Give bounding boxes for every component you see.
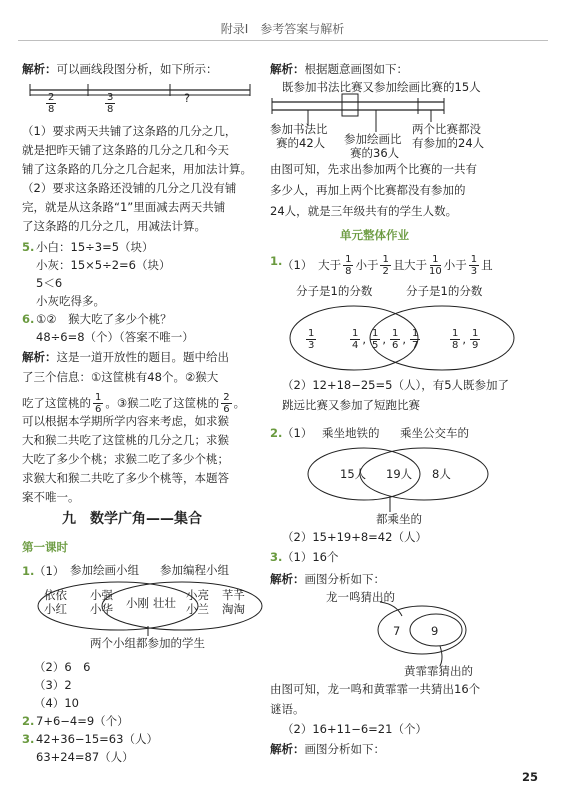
- analysis-2-line-1: [22, 350, 229, 364]
- text-line: 可以根据本学期所学内容来考虑，如求猴: [22, 414, 229, 428]
- q1-number: 1.: [22, 564, 35, 578]
- u1-part2-b: 跳远比赛又参加了短跑比赛: [282, 398, 420, 412]
- text-line: 由图可知，先求出参加两个比赛的一共有: [270, 162, 477, 176]
- analysis-label: 解析：: [270, 742, 305, 756]
- u2-caption: 都乘坐的: [376, 512, 422, 526]
- bar-label-1a: 参加书法比: [270, 122, 328, 136]
- text-line: 大吃了多少个桃；求猴二吃了多少个桃；: [22, 452, 229, 466]
- text-line: （2）6 6: [34, 660, 91, 674]
- text: 画图分析如下：: [304, 572, 385, 586]
- text: 小于: [443, 258, 467, 272]
- text-line: ①② 猴大吃了多少个桃？: [36, 312, 172, 326]
- text-line: （3）2: [34, 678, 72, 692]
- text-line: 求猴大和猴二共吃了多少个桃等，本题答: [22, 471, 229, 485]
- lesson-title: 第一课时: [22, 540, 68, 554]
- analysis-r1: [270, 62, 408, 76]
- venn-frac-4: $\frac{1}{6}$ ,: [392, 328, 407, 351]
- analysis-label: 解析：: [270, 62, 305, 76]
- text-line: 多少人，再加上两个比赛都没有参加的: [270, 183, 466, 197]
- analysis-r4: [270, 742, 385, 756]
- bar-label-2a: 参加绘画比: [344, 132, 402, 146]
- text: 吃了这筐桃的: [22, 396, 91, 410]
- u2-part: （1）: [282, 426, 313, 440]
- u1-part1-b: 大于 $\frac{1}{10}$ 小于 $\frac{1}{3}$ 且: [404, 254, 493, 277]
- text: 画图分析如下：: [304, 742, 385, 756]
- venn1-name: 小红: [44, 602, 67, 616]
- text: （1） 大于: [282, 258, 342, 272]
- venn1-name: 小华: [90, 602, 113, 616]
- venn1-name: 淘淘: [222, 602, 245, 616]
- text-line: 5＜6: [36, 276, 63, 290]
- text-line: 铺了这条路的几分之几合起来，用加法计算。: [22, 162, 252, 176]
- u2-value-2: 19人: [386, 467, 413, 481]
- text: 这是一道开放性的题目。题中给出: [56, 350, 229, 364]
- text: 。: [233, 396, 246, 410]
- q2-number: 2.: [22, 714, 35, 728]
- section-title: 单元整体作业: [340, 228, 409, 242]
- u2-left-label: 乘坐地铁的: [322, 426, 380, 440]
- text: 根据题意画图如下：: [304, 62, 408, 76]
- u2-right-label: 乘坐公交车的: [400, 426, 469, 440]
- venn1-name: 小兰: [186, 602, 209, 616]
- venn1-name: 芊芊: [222, 588, 245, 602]
- venn-frac-6: $\frac{1}{8}$ ,: [452, 328, 467, 351]
- page-number: 25: [522, 770, 539, 784]
- u3-top-label: 龙一鸣猜出的: [326, 590, 395, 604]
- seg-fraction-2: $\frac{3}{8}$: [107, 92, 114, 115]
- u2-value-3: 8人: [432, 467, 451, 481]
- analysis-r3: [270, 572, 385, 586]
- u1-part2-a: （2）12+18−25=5（人），有5人既参加了: [282, 378, 510, 392]
- u3-value-1: 7: [393, 624, 401, 638]
- text: 。③猴二吃了这筐桃的: [105, 396, 220, 410]
- venn1-name: 小强: [90, 588, 113, 602]
- venn-frac-2: $\frac{1}{4}$ ,: [352, 328, 367, 351]
- text-line: 大和猴二共吃了这筐桃的几分之几；求猴: [22, 433, 229, 447]
- bar-label-3a: 两个比赛都没: [412, 122, 481, 136]
- u2-number: 2.: [270, 426, 283, 440]
- u3-explain-2: 谜语。: [270, 702, 305, 716]
- u3-part2: （2）16+11−6=21（个）: [282, 722, 427, 736]
- q2-answer: 7+6−4=9（个）: [36, 714, 129, 728]
- venn1-name: 小刚: [126, 596, 149, 610]
- u1-number: 1.: [270, 254, 283, 268]
- text-line: 小灰：15×5÷2=6（块）: [36, 258, 171, 272]
- chapter-title: 九 数学广角——集合: [62, 511, 202, 527]
- analysis-2-line-2: 了三个信息：①这筐桃有48个。②猴大: [22, 370, 219, 384]
- text-line: 小灰吃得多。: [36, 294, 105, 308]
- venn1-name: 小亮: [186, 588, 209, 602]
- analysis-label: 解析：: [270, 572, 305, 586]
- bar-label-3b: 有参加的24人: [412, 136, 485, 150]
- header-rule: [18, 40, 548, 41]
- q1-part: （1）: [34, 564, 65, 578]
- venn1-name: 依依: [44, 588, 67, 602]
- u3-part1: （1）16个: [282, 550, 339, 564]
- q3-number: 3.: [22, 732, 35, 746]
- text-line: 完，就是从这条路“1”里面减去两天共铺: [22, 200, 226, 214]
- analysis-label: 解析：: [22, 350, 57, 364]
- venn1-right-label: 参加编程小组: [160, 563, 229, 577]
- u1-caption-right: 分子是1的分数: [406, 284, 483, 298]
- riddle-venn: [370, 596, 490, 668]
- text-line: 就是把昨天铺了这条路的几分之几和今天: [22, 143, 229, 157]
- analysis-1: [22, 62, 218, 76]
- page-header: 附录Ⅰ 参考答案与解析: [220, 22, 345, 36]
- u3-number: 3.: [270, 550, 283, 564]
- seg-fraction-1: $\frac{2}{8}$: [48, 92, 55, 115]
- u2-value-1: 15人: [340, 467, 367, 481]
- q3-answer-2: 63+24=87（人）: [36, 750, 134, 764]
- venn-frac-5: $\frac{1}{7}$: [412, 328, 419, 351]
- text-line: 了这条路的几分之几，用减法计算。: [22, 219, 206, 233]
- q5-number: 5.: [22, 240, 35, 254]
- venn1-caption: 两个小组都参加的学生: [90, 636, 205, 650]
- u3-explain-1: 由图可知，龙一鸣和黄霏霏一共猜出16个: [270, 682, 481, 696]
- text: 且: [481, 258, 493, 272]
- text-line: （4）10: [34, 696, 79, 710]
- analysis-label: 解析：: [22, 62, 57, 76]
- q6-number: 6.: [22, 312, 35, 326]
- text-line: 48÷6=8（个）（答案不唯一）: [36, 330, 194, 344]
- text-line: （2）要求这条路还没铺的几分之几没有铺: [22, 181, 237, 195]
- bar-caption: 既参加书法比赛又参加绘画比赛的15人: [282, 80, 481, 94]
- venn1-name: 壮壮: [153, 596, 176, 610]
- text-line: （1）要求两天共铺了这条路的几分之几，: [22, 124, 237, 138]
- text: 小于: [355, 258, 379, 272]
- u3-value-2: 9: [431, 624, 439, 638]
- venn-frac-3: $\frac{1}{5}$ ,: [372, 328, 387, 351]
- venn-frac-1: $\frac{1}{3}$: [308, 328, 315, 351]
- u1-part1-a: （1） 大于 $\frac{1}{8}$ 小于 $\frac{1}{2}$ 且: [282, 254, 405, 277]
- bar-label-1b: 赛的42人: [276, 136, 326, 150]
- text-line: 案不唯一。: [22, 490, 80, 504]
- analysis-2-line-3: 吃了这筐桃的 $\frac{1}{6}$ 。③猴二吃了这筐桃的 $\frac{2}{6}$ 。: [22, 392, 246, 415]
- venn1-left-label: 参加绘画小组: [70, 563, 139, 577]
- venn-frac-7: $\frac{1}{9}$: [472, 328, 479, 351]
- text: 大于: [404, 258, 427, 272]
- text: 且: [392, 258, 405, 272]
- u3-bottom-label: 黄霏霏猜出的: [404, 664, 473, 678]
- analysis-text: 可以画线段图分析，如下所示：: [56, 62, 218, 76]
- text-line: 24人，就是三年级共有的学生人数。: [270, 204, 458, 218]
- text-line: 小白：15÷3=5（块）: [36, 240, 154, 254]
- u1-caption-left: 分子是1的分数: [296, 284, 373, 298]
- seg-question: ?: [184, 91, 191, 105]
- q3-answer-1: 42+36−15=63（人）: [36, 732, 158, 746]
- bar-label-2b: 赛的36人: [350, 146, 400, 160]
- u2-part2: （2）15+19+8=42（人）: [282, 530, 427, 544]
